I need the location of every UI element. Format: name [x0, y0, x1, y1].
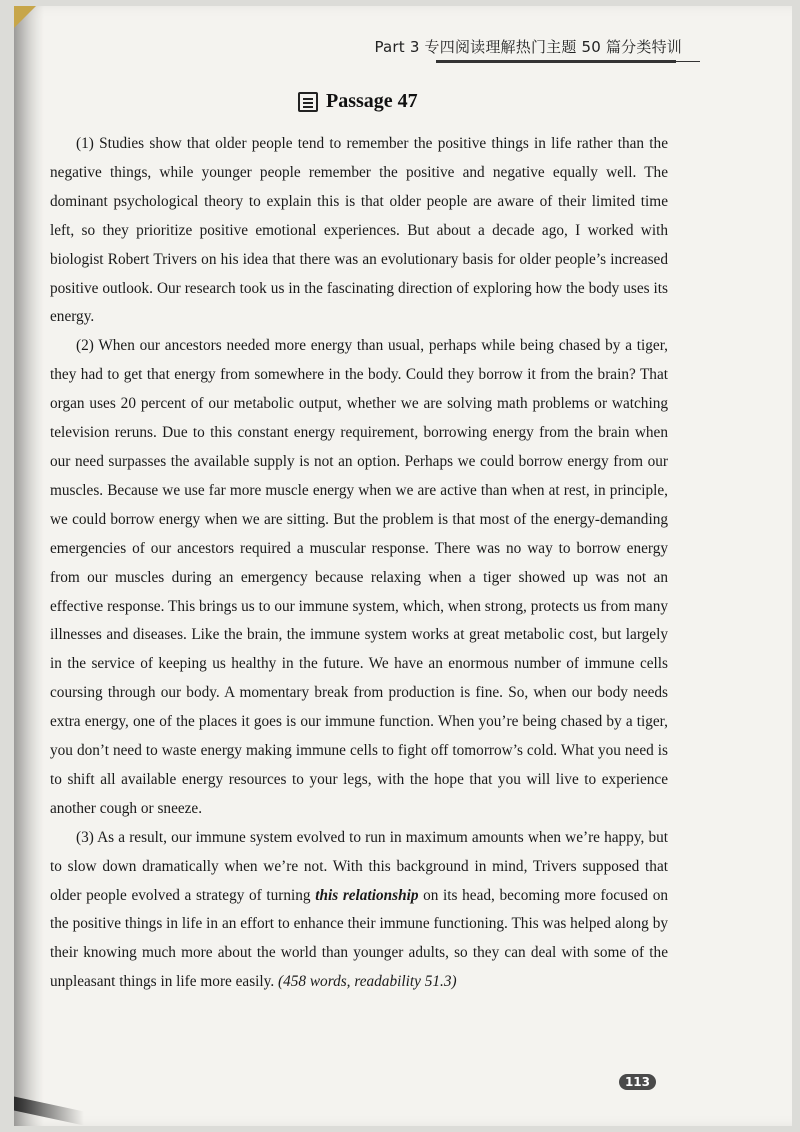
paragraph-1: (1) Studies show that older people tend to remember the positive things in life rather than the negative things, while younger people remember the positive and negative equally well. The dominant psychological theory to explain this is that older people are aware of their limited time left, so they prioritize positive emotional experiences. But about a decade ago, I worked with biologist Robert Trivers on his idea that there was an evolutionary basis for older people’s increased positive outlook. Our research took us in the fascinating direction of exploring how the body uses its energy.	[50, 135, 668, 326]
paragraph-2: (2) When our ancestors needed more energy than usual, perhaps while being chased by a tiger, they had to get that energy from somewhere in the body. Could they borrow it from the brain? That organ uses 20 percent of our metabolic output, whether we are solving math problems or watching television reruns. Due to this constant energy requirement, borrowing energy from the brain when our need surpasses the available supply is not an option. Perhaps we could borrow energy from our muscles. Because we use far more muscle energy when we are active than when at rest, in principle, we could borrow energy when we are sitting. But the problem is that most of the energy-demanding emergencies of our ancestors required a muscular response. There was no way to borrow energy from our muscles during an emergency because relaxing when a tiger showed up was not an effective response. This brings us to our immune system, which, when strong, protects us from many illnesses and diseases. Like the brain, the immune system works at great metabolic cost, but largely in the service of keeping us healthy in the future. We have an enormous number of immune cells coursing through our body. A momentary break from production is fine. So, when our body needs extra energy, one of the places it goes is our immune function. When you’re being chased by a tiger, you don’t need to waste energy making immune cells to fight off tomorrow’s cold. What you need is to shift all available energy resources to your legs, with the hope that you will live to experience another cough or sneeze.	[50, 337, 668, 817]
corner-tab	[14, 6, 36, 28]
header-rule	[436, 60, 676, 63]
paragraph-3-part-b: on its head, becoming more focused on the positive things in life in an effort to enhance their immune functioning. This was helped along by their knowing much more about the world than younger adults, so they can deal with some of the unpleasant things in life more easily.	[50, 886, 668, 991]
paragraph-3	[50, 824, 668, 997]
running-header: Part 3 专四阅读理解热门主题 50 篇分类特训	[374, 38, 682, 56]
document-icon	[298, 92, 318, 112]
page-spine-shadow	[14, 6, 44, 1126]
passage-title	[298, 90, 418, 113]
passage-body	[50, 130, 668, 997]
word-count-readability: (458 words, readability 51.3)	[277, 973, 457, 991]
emphasis-this-relationship: this relationship	[315, 886, 419, 904]
paragraph-3-part-a: (3) As a result, our immune system evolved to run in maximum amounts when we’re happy, but to slow down dramatically when we’re not. With this background in mind, Trivers supposed that older people evolved a strategy of turning	[50, 828, 668, 904]
page-number: 113	[619, 1074, 656, 1090]
passage-title-text: Passage 47	[326, 90, 418, 112]
header-rule-thin	[676, 61, 700, 62]
